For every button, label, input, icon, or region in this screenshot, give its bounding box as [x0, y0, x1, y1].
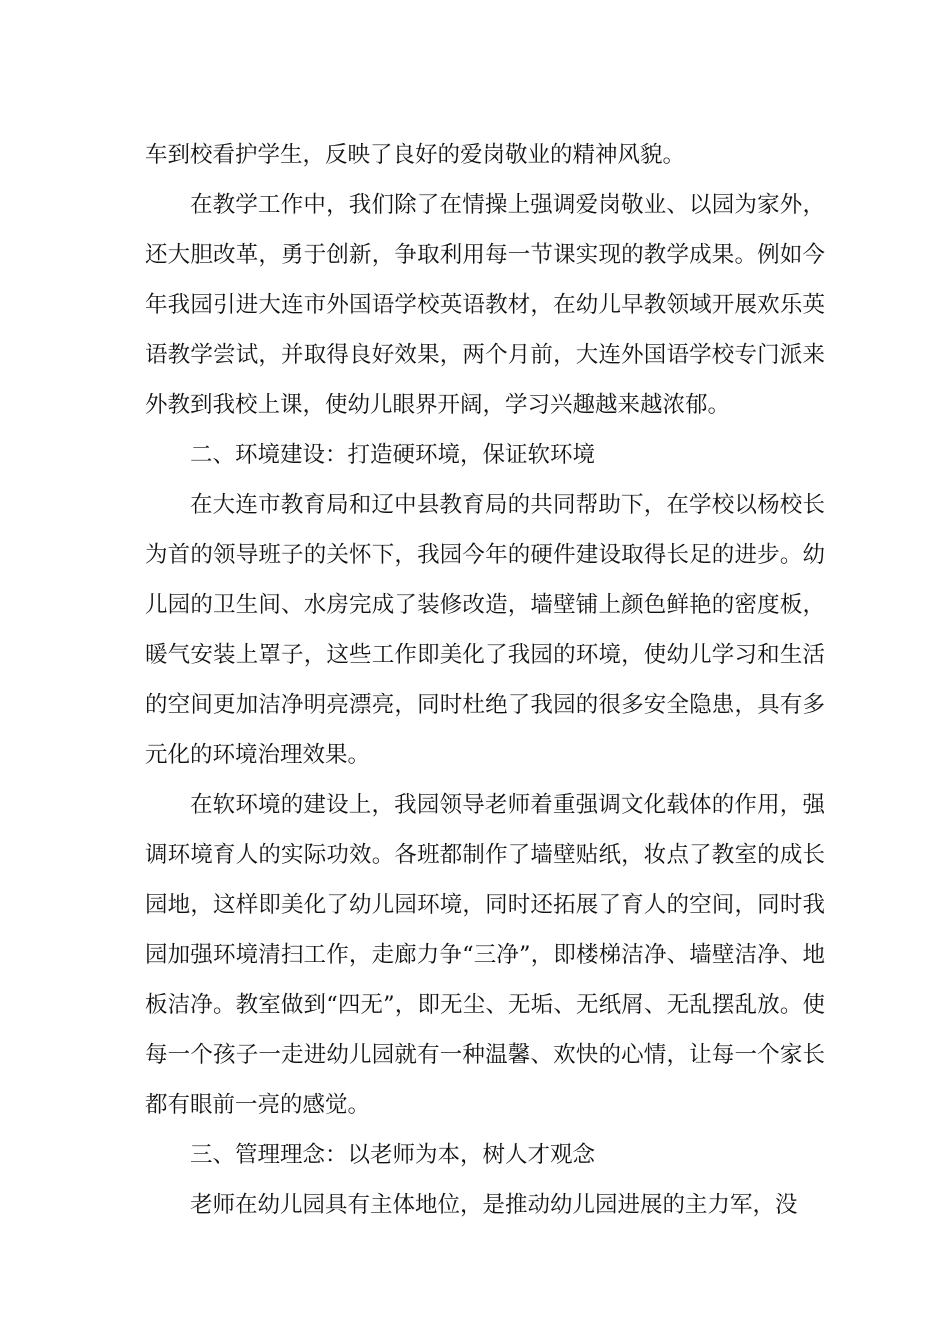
paragraph-hardware-environment: 在大连市教育局和辽中县教育局的共同帮助下，在学校以杨校长为首的领导班子的关怀下，我园今年的硬件建设取得长足的进步。幼儿园的卫生间、水房完成了装修改造，墙壁铺上颜色鲜艳的密度板，暖气安装上罩子，这些工作即美化了我园的环境，使幼儿学习和生活的空间更加洁净明亮漂亮，同时杜绝了我园的很多安全隐患，具有多元化的环境治理效果。: [145, 492, 825, 768]
section-heading-management: 三、管理理念：以老师为本，树人才观念: [190, 1142, 596, 1168]
document-page: [145, 130, 825, 1230]
paragraph-soft-environment: 在软环境的建设上，我园领导老师着重强调文化载体的作用，强调环境育人的实际功效。各班都制作了墙壁贴纸，妆点了教室的成长园地，这样即美化了幼儿园环境，同时还拓展了育人的空间，同时我园加强环境清扫工作，走廊力争“三净”，即楼梯洁净、墙壁洁净、地板洁净。教室做到“四无”，即无尘、无垢、无纸屑、无乱摆乱放。使每一个孩子一走进幼儿园就有一种温馨、欢快的心情，让每一个家长都有眼前一亮的感觉。: [145, 792, 825, 1118]
paragraph-teachers-role: 老师在幼儿园具有主体地位，是推动幼儿园进展的主力军，没: [190, 1192, 798, 1218]
paragraph-continuation: 车到校看护学生，反映了良好的爱岗敬业的精神风貌。: [145, 142, 686, 168]
section-heading-environment: 二、环境建设：打造硬环境，保证软环境: [190, 442, 596, 468]
paragraph-teaching-work: 在教学工作中，我们除了在情操上强调爱岗敬业、以园为家外，还大胆改革，勇于创新，争取利用每一节课实现的教学成果。例如今年我园引进大连市外国语学校英语教材，在幼儿早教领域开展欢乐英语教学尝试，并取得良好效果，两个月前，大连外国语学校专门派来外教到我校上课，使幼儿眼界开阔，学习兴趣越来越浓郁。: [145, 192, 825, 418]
